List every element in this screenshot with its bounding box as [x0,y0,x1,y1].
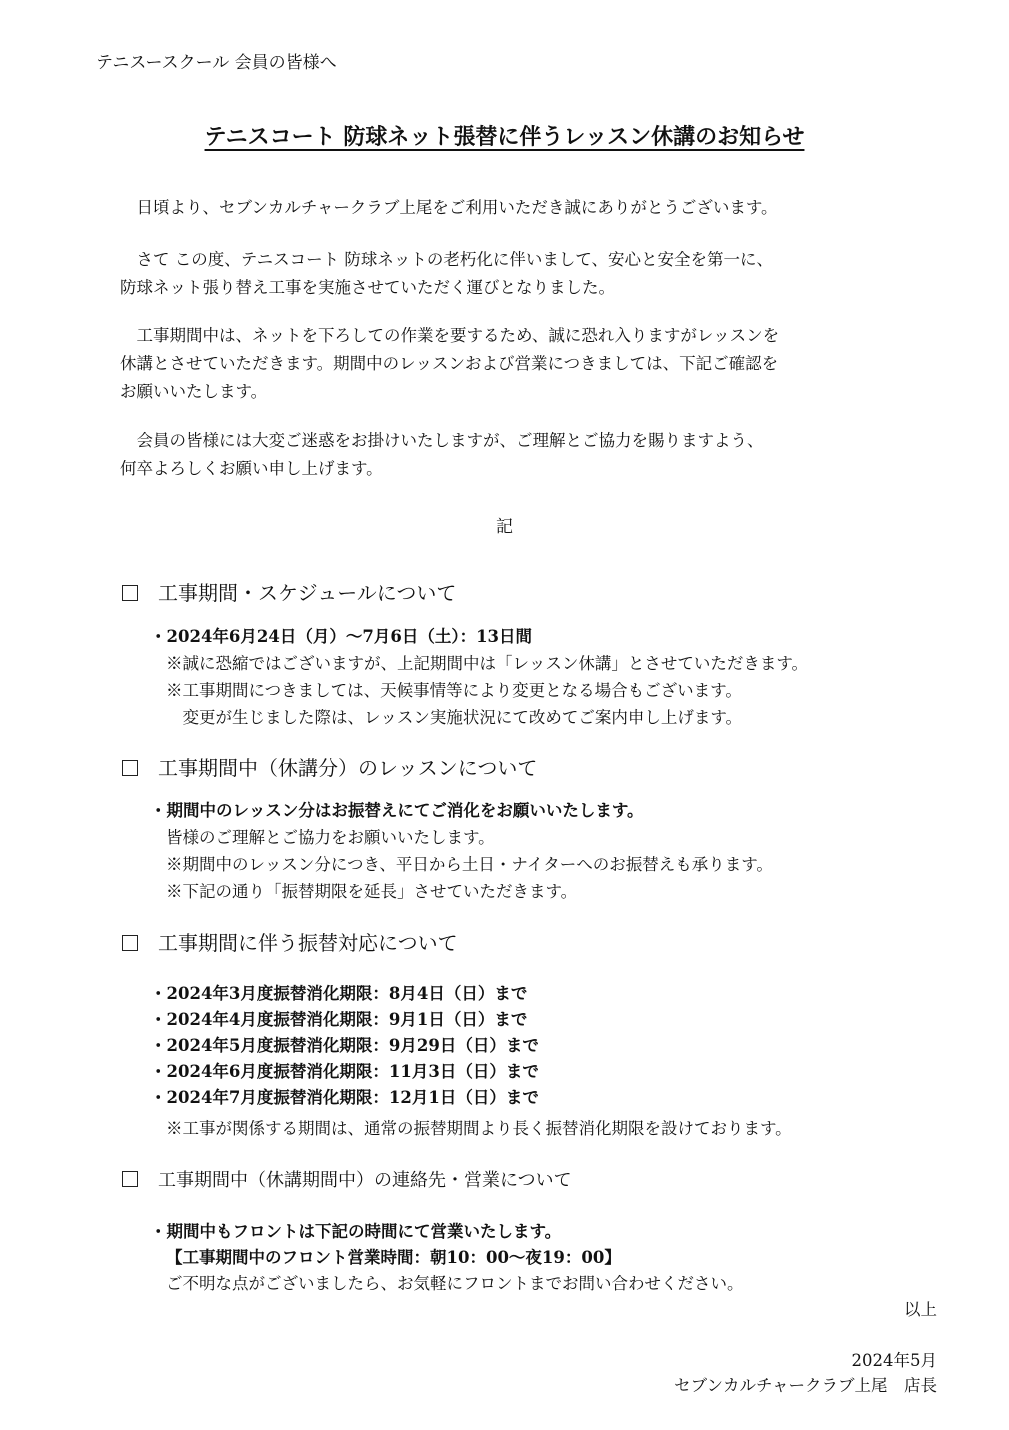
intro-line: お願いいたします。 [120,382,268,401]
deadline-item: ・2024年4月度振替消化期限：9月1日（日）まで [150,1010,528,1029]
front-hours: 【工事期間中のフロント営業時間：朝10：00〜夜19：00】 [166,1248,621,1267]
section-3-note: ※工事が関係する期間は、通常の振替期間より長く振替消化期限を設けております。 [166,1119,792,1138]
section-3-heading [122,927,458,956]
section-2-note: ※期間中のレッスン分につき、平日から土日・ナイターへのお振替えも承ります。 [166,855,773,874]
issue-date: 2024年5月 [851,1351,937,1370]
section-4-heading-text: 工事期間中（休講期間中）の連絡先・営業について [158,1170,572,1191]
intro-line: 休講とさせていただきます。期間中のレッスンおよび営業につきましては、下記ご確認を [120,354,779,373]
section-4-heading [122,1166,572,1192]
section-1-note: ※工事期間につきましては、天候事情等により変更となる場合もございます。 [166,681,742,700]
signature: セブンカルチャークラブ上尾 店長 [674,1376,937,1395]
intro-paragraph-2 [120,246,773,302]
section-1-heading-text: 工事期間・スケジュールについて [158,581,457,605]
ki-marker: 記 [496,517,513,537]
section-1-note: 変更が生じました際は、レッスン実施状況にて改めてご案内申し上げます。 [166,708,743,727]
section-2-note: ※下記の通り「振替期限を延長」させていただきます。 [166,882,578,901]
section-1-note: ※誠に恐縮ではございますが、上記期間中は「レッスン休講」とさせていただきます。 [166,654,809,673]
intro-line: 何卒よろしくお願い申し上げます。 [120,459,383,478]
section-1-heading [122,577,456,606]
section-1-bullet: ・2024年6月24日（月）〜7月6日（土）：13日間 [150,627,533,646]
section-2-heading-text: 工事期間中（休講分）のレッスンについて [158,756,538,780]
deadline-item: ・2024年6月度振替消化期限：11月3日（日）まで [150,1062,539,1081]
section-3-heading-text: 工事期間に伴う振替対応について [158,931,458,955]
deadline-item: ・2024年3月度振替消化期限：8月4日（日）まで [150,984,528,1003]
notice-title-text: テニスコート 防球ネット張替に伴うレッスン休講のお知らせ [204,124,805,150]
notice-title [0,120,1009,151]
deadline-list [150,981,539,1111]
intro-line: 工事期間中は、ネットを下ろしての作業を要するため、誠に恐れ入りますがレッスンを [120,326,780,345]
section-2-heading [122,752,537,781]
checkbox-icon [122,1171,138,1187]
checkbox-icon [122,760,138,776]
intro-line: 会員の皆様には大変ご迷惑をお掛けいたしますが、ご理解とご協力を賜りますよう、 [120,431,764,450]
intro-line: 防球ネット張り替え工事を実施させていただく運びとなりました。 [120,278,615,297]
section-2-bullet: ・期間中のレッスン分はお振替えにてご消化をお願いいたします。 [150,801,644,820]
section-4-bullet: ・期間中もフロントは下記の時間にて営業いたします。 [150,1222,562,1241]
deadline-item: ・2024年5月度振替消化期限：9月29日（日）まで [150,1036,539,1055]
closing-mark: 以上 [904,1300,937,1319]
section-2-note: 皆様のご理解とご協力をお願いいたします。 [166,828,495,847]
deadline-item: ・2024年7月度振替消化期限：12月1日（日）まで [150,1088,539,1107]
intro-paragraph-1 [120,194,778,222]
intro-line: 日頃より、セブンカルチャークラブ上尾をご利用いただき誠にありがとうございます。 [120,198,778,217]
section-4-note: ご不明な点がございましたら、お気軽にフロントまでお問い合わせください。 [166,1274,744,1293]
intro-paragraph-4 [120,427,764,483]
checkbox-icon [122,935,138,951]
addressee: テニスースクール 会員の皆様へ [96,53,337,73]
intro-line: さて この度、テニスコート 防球ネットの老朽化に伴いまして、安心と安全を第一に、 [120,250,773,269]
intro-paragraph-3 [120,322,779,406]
checkbox-icon [122,585,138,601]
